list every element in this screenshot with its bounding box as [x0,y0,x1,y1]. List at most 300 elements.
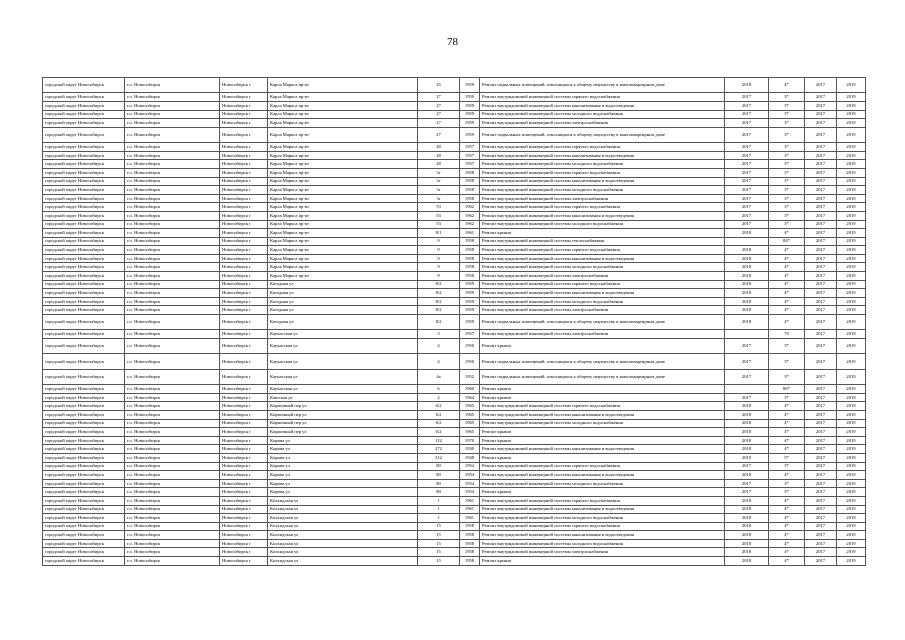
cell-work: Ремонт внутридомовой инженерной системы канализования и водоотведения [480,211,725,220]
cell-street: Катодная ул [268,289,418,298]
cell-year: 1959 [460,315,480,330]
cell-house: 27 [418,127,460,142]
table-row [43,127,866,142]
cell-from: 2017 [805,410,837,419]
cell-year: 1960 [460,385,480,394]
cell-type: 3* [769,220,805,229]
cell-street: Кирпичный пер ул [268,428,418,437]
cell-year: 1961 [460,514,480,523]
cell-cost: 2017 [725,462,769,471]
cell-year: 1958 [460,522,480,531]
cell-to: 2019 [837,160,866,169]
cell-year: 1958 [460,272,480,281]
cell-house: 4 [418,354,460,369]
cell-year: 1959 [460,110,480,119]
cell-from: 2017 [805,453,837,462]
table-row [43,254,866,263]
cell-cost: 2017 [725,110,769,119]
cell-district: городской округ Новосибирск [43,119,125,128]
cell-city: г.о. Новосибирск [125,263,220,272]
cell-city: г.о. Новосибирск [125,110,220,119]
cell-street: Карла Маркса пр-кт [268,151,418,160]
cell-year: 1948 [460,453,480,462]
cell-locality: Новосибирск г [220,272,268,281]
cell-year: 1965 [460,402,480,411]
cell-year: 1965 [460,419,480,428]
cell-cost: 2017 [725,488,769,497]
cell-district: городской округ Новосибирск [43,393,125,402]
cell-house: 8/2 [418,280,460,289]
cell-cost: 2018 [725,445,769,454]
cell-city: г.о. Новосибирск [125,315,220,330]
table-row [43,272,866,281]
cell-from: 2017 [805,488,837,497]
cell-cost: 2018 [725,246,769,255]
cell-cost: 2018 [725,229,769,238]
cell-cost: 2017 [725,339,769,354]
cell-city: г.о. Новосибирск [125,385,220,394]
table-row [43,393,866,402]
cell-locality: Новосибирск г [220,177,268,186]
cell-work: Ремонт крыши [480,339,725,354]
table-row [43,548,866,557]
cell-cost: 2017 [725,168,769,177]
table-row [43,160,866,169]
cell-city: г.о. Новосибирск [125,505,220,514]
cell-type: 4* [769,78,805,93]
cell-cost: 2018 [725,402,769,411]
cell-type: 4* [769,280,805,289]
cell-to: 2019 [837,385,866,394]
cell-street: Кирова ул [268,488,418,497]
cell-locality: Новосибирск г [220,410,268,419]
cell-work: Ремонт внутридомовой инженерной системы канализования и водоотведения [480,445,725,454]
cell-house: 28 [418,151,460,160]
cell-year: 1958 [460,539,480,548]
cell-street: Карла Маркса пр-кт [268,177,418,186]
cell-type: 4* [769,428,805,437]
cell-from: 2017 [805,143,837,152]
cell-locality: Новосибирск г [220,419,268,428]
cell-house: 28 [418,143,460,152]
cell-district: городской округ Новосибирск [43,263,125,272]
cell-type: 3* [769,168,805,177]
cell-street: Катодная ул [268,315,418,330]
cell-to: 2019 [837,522,866,531]
cell-type: 3* [769,101,805,110]
cell-to: 2019 [837,471,866,480]
cell-city: г.о. Новосибирск [125,369,220,384]
cell-city: г.о. Новосибирск [125,531,220,540]
cell-street: Колхидская ул [268,548,418,557]
cell-to: 2019 [837,462,866,471]
cell-cost: 2018 [725,522,769,531]
repair-register-table [42,77,866,566]
cell-locality: Новосибирск г [220,211,268,220]
cell-work: Ремонт внутридомовой инженерной системы холодного водоснабжения [480,263,725,272]
cell-from: 2017 [805,462,837,471]
cell-from: 2017 [805,531,837,540]
cell-district: городской округ Новосибирск [43,471,125,480]
cell-house: 8/2 [418,315,460,330]
cell-year: 1962 [460,220,480,229]
cell-to: 2019 [837,186,866,195]
cell-house: 53 [418,211,460,220]
cell-street: Каунасская ул [268,369,418,384]
cell-street: Кирова ул [268,436,418,445]
cell-locality: Новосибирск г [220,101,268,110]
cell-district: городской округ Новосибирск [43,177,125,186]
cell-type: 3* [769,151,805,160]
cell-type: 4* [769,419,805,428]
cell-city: г.о. Новосибирск [125,410,220,419]
cell-locality: Новосибирск г [220,110,268,119]
cell-locality: Новосибирск г [220,402,268,411]
table-row [43,229,866,238]
cell-cost: 2018 [725,272,769,281]
cell-district: городской округ Новосибирск [43,496,125,505]
cell-work: Ремонт внутридомовой инженерной системы горячего водоснабжения [480,246,725,255]
cell-cost: 2018 [725,496,769,505]
cell-to: 2019 [837,505,866,514]
cell-from: 2017 [805,237,837,246]
cell-locality: Новосибирск г [220,168,268,177]
table-row [43,119,866,128]
cell-house: 272 [418,445,460,454]
cell-cost: 2018 [725,557,769,566]
cell-year: 1950 [460,339,480,354]
table-body [43,78,866,566]
cell-cost: 2017 [725,203,769,212]
cell-from: 2017 [805,471,837,480]
cell-type: 4* [769,514,805,523]
cell-year: 1957 [460,151,480,160]
cell-from: 2017 [805,419,837,428]
cell-street: Каунасская ул [268,330,418,339]
table-row [43,306,866,315]
cell-locality: Новосибирск г [220,505,268,514]
cell-to: 2019 [837,428,866,437]
table-row [43,539,866,548]
cell-to: 2019 [837,143,866,152]
cell-house: 9 [418,237,460,246]
table-row [43,211,866,220]
cell-year: 1959 [460,127,480,142]
cell-city: г.о. Новосибирск [125,436,220,445]
cell-to: 2019 [837,263,866,272]
cell-year: 1958 [460,177,480,186]
cell-house: 1 [418,496,460,505]
cell-house: 6/2 [418,402,460,411]
cell-cost: 2018 [725,297,769,306]
cell-year: 1958 [460,186,480,195]
cell-locality: Новосибирск г [220,160,268,169]
cell-house: 1 [418,514,460,523]
cell-city: г.о. Новосибирск [125,229,220,238]
cell-from: 2017 [805,272,837,281]
cell-street: Карла Маркса пр-кт [268,168,418,177]
cell-from: 2017 [805,220,837,229]
cell-city: г.о. Новосибирск [125,471,220,480]
cell-to: 2019 [837,453,866,462]
cell-work: Ремонт внутридомовой инженерной системы холодного водоснабжения [480,419,725,428]
cell-type: 3* [769,93,805,102]
cell-house: 53 [418,203,460,212]
cell-type: 3* [769,479,805,488]
cell-work: Ремонт внутридомовой инженерной системы канализования и водоотведения [480,151,725,160]
cell-to: 2019 [837,354,866,369]
table-row [43,369,866,384]
cell-street: Каунасская ул [268,385,418,394]
cell-to: 2019 [837,557,866,566]
cell-work: Ремонт внутридомовой инженерной системы канализования и водоотведения [480,254,725,263]
cell-cost: 2017 [725,127,769,142]
cell-from: 2017 [805,445,837,454]
cell-from: 2017 [805,522,837,531]
cell-type: 3* [769,211,805,220]
cell-city: г.о. Новосибирск [125,203,220,212]
cell-house: 15 [418,522,460,531]
cell-cost: 2017 [725,186,769,195]
table-row [43,436,866,445]
cell-to: 2019 [837,110,866,119]
cell-to: 2019 [837,220,866,229]
cell-work: Ремонт внутридомовой инженерной системы канализования и водоотведения [480,289,725,298]
cell-cost: 2018 [725,289,769,298]
cell-year: 1954 [460,479,480,488]
cell-from: 2017 [805,101,837,110]
cell-district: городской округ Новосибирск [43,306,125,315]
table-row [43,280,866,289]
cell-cost: 2017 [725,101,769,110]
cell-work: Ремонт внутридомовой инженерной системы канализования и водоотведения [480,505,725,514]
cell-from: 2017 [805,127,837,142]
cell-city: г.о. Новосибирск [125,211,220,220]
cell-locality: Новосибирск г [220,522,268,531]
cell-year: 1958 [460,246,480,255]
table-row [43,385,866,394]
table-row [43,168,866,177]
cell-type: 5* [769,453,805,462]
cell-street: Кирова ул [268,445,418,454]
cell-city: г.о. Новосибирск [125,194,220,203]
cell-locality: Новосибирск г [220,254,268,263]
cell-city: г.о. Новосибирск [125,330,220,339]
cell-street: Карла Маркса пр-кт [268,263,418,272]
table-row [43,237,866,246]
cell-type: 3* [769,369,805,384]
table-row [43,339,866,354]
cell-house: 27 [418,110,460,119]
cell-type: 3* [769,354,805,369]
cell-from: 2017 [805,428,837,437]
cell-locality: Новосибирск г [220,369,268,384]
cell-from: 2017 [805,177,837,186]
cell-district: городской округ Новосибирск [43,280,125,289]
cell-type: 4* [769,410,805,419]
cell-type: 3* [769,488,805,497]
table-row [43,471,866,480]
cell-district: городской округ Новосибирск [43,548,125,557]
cell-locality: Новосибирск г [220,127,268,142]
table-row [43,354,866,369]
cell-locality: Новосибирск г [220,496,268,505]
cell-district: городской округ Новосибирск [43,272,125,281]
cell-house: 4а [418,369,460,384]
cell-locality: Новосибирск г [220,453,268,462]
cell-locality: Новосибирск г [220,514,268,523]
table-row [43,78,866,93]
cell-city: г.о. Новосибирск [125,168,220,177]
cell-work: Ремонт крыши [480,453,725,462]
cell-house: 8/2 [418,306,460,315]
cell-from: 2017 [805,297,837,306]
cell-to: 2019 [837,289,866,298]
cell-year: 1952 [460,369,480,384]
cell-cost: 2017 [725,151,769,160]
cell-type: 4* [769,539,805,548]
cell-house: 27 [418,93,460,102]
cell-type: 4* [769,402,805,411]
cell-city: г.о. Новосибирск [125,557,220,566]
cell-work: Ремонт крыши [480,488,725,497]
cell-cost: 2018 [725,263,769,272]
cell-work: Ремонт внутридомовой инженерной системы холодного водоснабжения [480,186,725,195]
cell-from: 2017 [805,168,837,177]
table-row [43,330,866,339]
cell-type: 86* [769,385,805,394]
cell-work: Ремонт внутридомовой инженерной системы горячего водоснабжения [480,143,725,152]
cell-city: г.о. Новосибирск [125,522,220,531]
table-row [43,531,866,540]
cell-work: Ремонт внутридомовой инженерной системы горячего водоснабжения [480,402,725,411]
cell-locality: Новосибирск г [220,315,268,330]
cell-type: 3* [769,143,805,152]
cell-city: г.о. Новосибирск [125,151,220,160]
table-row [43,203,866,212]
cell-year: 1965 [460,428,480,437]
cell-to: 2019 [837,119,866,128]
cell-from: 2017 [805,436,837,445]
cell-from: 2017 [805,186,837,195]
cell-house: 6/2 [418,410,460,419]
cell-house: 6/2 [418,428,460,437]
cell-city: г.о. Новосибирск [125,462,220,471]
table-row [43,428,866,437]
cell-type: 4* [769,254,805,263]
cell-year: 1959 [460,306,480,315]
cell-locality: Новосибирск г [220,471,268,480]
cell-cost: 2017 [725,220,769,229]
cell-cost: 2017 [725,143,769,152]
cell-work: Ремонт внутридомовой инженерной системы теплоснабжения [480,237,725,246]
cell-work: Ремонт крыши [480,557,725,566]
cell-to: 2019 [837,393,866,402]
cell-to: 2019 [837,496,866,505]
cell-district: городской округ Новосибирск [43,220,125,229]
cell-house: 28 [418,160,460,169]
cell-type: 3* [769,127,805,142]
table-row [43,297,866,306]
cell-cost: 2017 [725,479,769,488]
table-row [43,101,866,110]
cell-work: Ремонт внутридомовой инженерной системы электроснабжения [480,194,725,203]
cell-from: 2017 [805,315,837,330]
cell-year: 1958 [460,263,480,272]
cell-locality: Новосибирск г [220,548,268,557]
cell-city: г.о. Новосибирск [125,306,220,315]
cell-locality: Новосибирск г [220,93,268,102]
cell-city: г.о. Новосибирск [125,339,220,354]
cell-year: 1959 [460,78,480,93]
table-row [43,557,866,566]
cell-district: городской округ Новосибирск [43,385,125,394]
cell-district: городской округ Новосибирск [43,315,125,330]
cell-city: г.о. Новосибирск [125,514,220,523]
cell-work: Ремонт внутридомовой инженерной системы канализования и водоотведения [480,177,725,186]
cell-cost: 2018 [725,254,769,263]
cell-city: г.о. Новосибирск [125,160,220,169]
cell-work: Ремонт внутридомовой инженерной системы канализования и водоотведения [480,410,725,419]
cell-city: г.о. Новосибирск [125,453,220,462]
cell-work: Ремонт внутридомовой инженерной системы горячего водоснабжения [480,280,725,289]
table-row [43,522,866,531]
cell-from: 2017 [805,369,837,384]
cell-district: городской округ Новосибирск [43,194,125,203]
cell-to: 2019 [837,211,866,220]
cell-house: 25 [418,78,460,93]
cell-district: городской округ Новосибирск [43,237,125,246]
cell-locality: Новосибирск г [220,330,268,339]
cell-locality: Новосибирск г [220,385,268,394]
cell-work: Ремонт крыши [480,385,725,394]
cell-from: 2017 [805,263,837,272]
cell-year: 1959 [460,289,480,298]
cell-locality: Новосибирск г [220,393,268,402]
cell-house: 80 [418,462,460,471]
cell-city: г.о. Новосибирск [125,220,220,229]
cell-type: 4* [769,289,805,298]
cell-cost: 2017 [725,369,769,384]
cell-from: 2017 [805,514,837,523]
cell-house: 112 [418,436,460,445]
cell-cost: 2018 [725,410,769,419]
cell-locality: Новосибирск г [220,462,268,471]
cell-district: городской округ Новосибирск [43,110,125,119]
cell-street: Колхидская ул [268,522,418,531]
cell-house: 9 [418,246,460,255]
cell-city: г.о. Новосибирск [125,539,220,548]
cell-street: Колхидская ул [268,514,418,523]
cell-street: Карла Маркса пр-кт [268,211,418,220]
cell-to: 2019 [837,445,866,454]
cell-cost: 2018 [725,436,769,445]
cell-to: 2019 [837,488,866,497]
cell-work: Ремонт внутридомовой инженерной системы электроснабжения [480,330,725,339]
table-row [43,194,866,203]
cell-to: 2019 [837,531,866,540]
cell-year: 1959 [460,297,480,306]
table-row [43,289,866,298]
cell-to: 2019 [837,237,866,246]
cell-district: городской округ Новосибирск [43,453,125,462]
cell-type: 3* [769,160,805,169]
cell-locality: Новосибирск г [220,220,268,229]
cell-year: 1930 [460,445,480,454]
cell-house: 9 [418,263,460,272]
cell-cost: 2018 [725,471,769,480]
cell-district: городской округ Новосибирск [43,436,125,445]
